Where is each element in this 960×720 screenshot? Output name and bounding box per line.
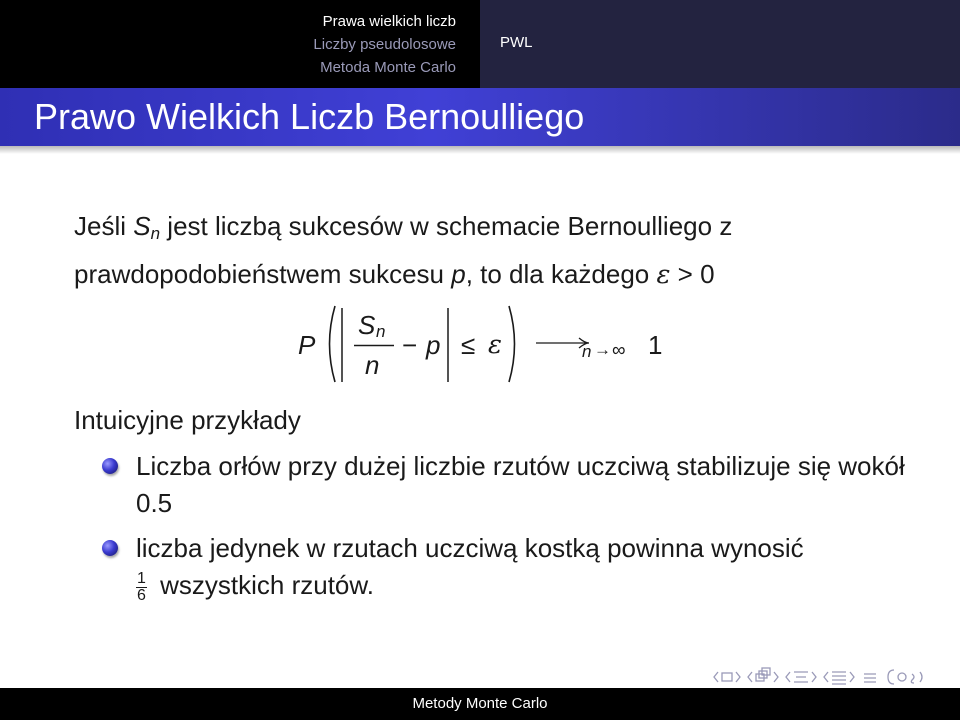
bullet-text: Liczba orłów przy dużej liczbie rzutów uczciwą stabilizuje się wokół 0.5 <box>136 451 905 518</box>
lln-formula <box>296 300 676 390</box>
nav-subsection-current[interactable]: PWL <box>500 34 533 51</box>
formula-minus: − <box>402 330 418 360</box>
formula-p: P <box>298 330 316 360</box>
nav-doc-next-icon[interactable] <box>850 672 854 682</box>
nav-section-next-icon[interactable] <box>812 672 816 682</box>
fraction-numerator: 1 <box>137 569 146 587</box>
formula-leq: ≤ <box>461 330 476 360</box>
bullet-suffix: wszystkich rzutów. <box>152 570 374 600</box>
footer-bar <box>0 688 960 720</box>
limit-arrow: → <box>594 340 611 359</box>
nav-doc-prev-icon[interactable] <box>824 672 828 682</box>
nav-section-current[interactable]: Prawa wielkich liczb <box>322 12 456 30</box>
frame-title-bar <box>0 88 960 146</box>
intro-part-3: , to dla każdego <box>465 259 657 289</box>
nav-subsection-icon[interactable] <box>756 668 770 681</box>
formula-result: 1 <box>648 330 663 360</box>
bullet-ball-icon <box>102 458 118 474</box>
nav-frame-icon[interactable] <box>722 673 732 681</box>
fraction-denominator: 6 <box>137 586 146 604</box>
nav-section-monte-carlo[interactable]: Metoda Monte Carlo <box>320 58 456 76</box>
navigation-symbols <box>712 666 932 688</box>
intro-paragraph <box>74 206 894 295</box>
frame-title: Prawo Wielkich Liczb Bernoulliego <box>34 96 585 137</box>
examples-heading: Intuicyjne przykłady <box>74 405 301 435</box>
nav-subsections <box>480 0 960 88</box>
nav-subsection-next-icon[interactable] <box>774 672 778 682</box>
intro-var-s: S <box>133 211 151 241</box>
intro-part-1: Jeśli <box>74 211 134 241</box>
left-paren <box>322 304 338 384</box>
limit-n: n <box>582 342 592 361</box>
right-paren <box>506 304 522 384</box>
nav-frame-prev-icon[interactable] <box>714 672 718 682</box>
intro-epsilon: ε <box>656 260 671 290</box>
nav-section-icon[interactable] <box>794 672 808 682</box>
footer-title: Metody Monte Carlo <box>412 695 548 712</box>
fraction-one-sixth <box>136 571 147 604</box>
abs-bar-right <box>446 308 450 382</box>
nav-subsection-prev-icon[interactable] <box>748 672 752 682</box>
formula-var-p: p <box>426 330 441 360</box>
formula-epsilon: ε <box>488 330 502 360</box>
abs-bar-left <box>340 308 344 382</box>
nav-frame-next-icon[interactable] <box>736 672 740 682</box>
intro-var-p: p <box>451 259 466 289</box>
intro-sub-n: n <box>150 224 161 243</box>
nav-section-pseudorandom[interactable]: Liczby pseudolosowe <box>313 35 456 53</box>
formula-numerator-s: S <box>358 310 376 340</box>
nav-align-icon[interactable] <box>864 674 876 682</box>
formula-denominator-n: n <box>365 350 380 380</box>
fraction-bar <box>354 344 394 347</box>
nav-section-prev-icon[interactable] <box>786 672 790 682</box>
bullet-text-container <box>136 530 906 604</box>
header-navigation <box>0 0 960 88</box>
nav-document-icon[interactable] <box>832 672 846 684</box>
bullet-ball-icon <box>102 540 118 556</box>
title-shadow <box>0 146 960 154</box>
bullet-text: liczba jedynek w rzutach uczciwą kostką powinna wynosić <box>136 533 804 563</box>
nav-search-icon[interactable] <box>888 670 922 684</box>
formula-numerator-sub-n: n <box>376 322 386 341</box>
intro-part-2: jest liczbą sukcesów w schemacie Bernoulliego z prawdopodobieństwem sukcesu <box>74 211 733 289</box>
limit-infinity: ∞ <box>612 340 626 361</box>
nav-sections <box>0 0 480 88</box>
intro-part-4: > 0 <box>670 259 715 289</box>
